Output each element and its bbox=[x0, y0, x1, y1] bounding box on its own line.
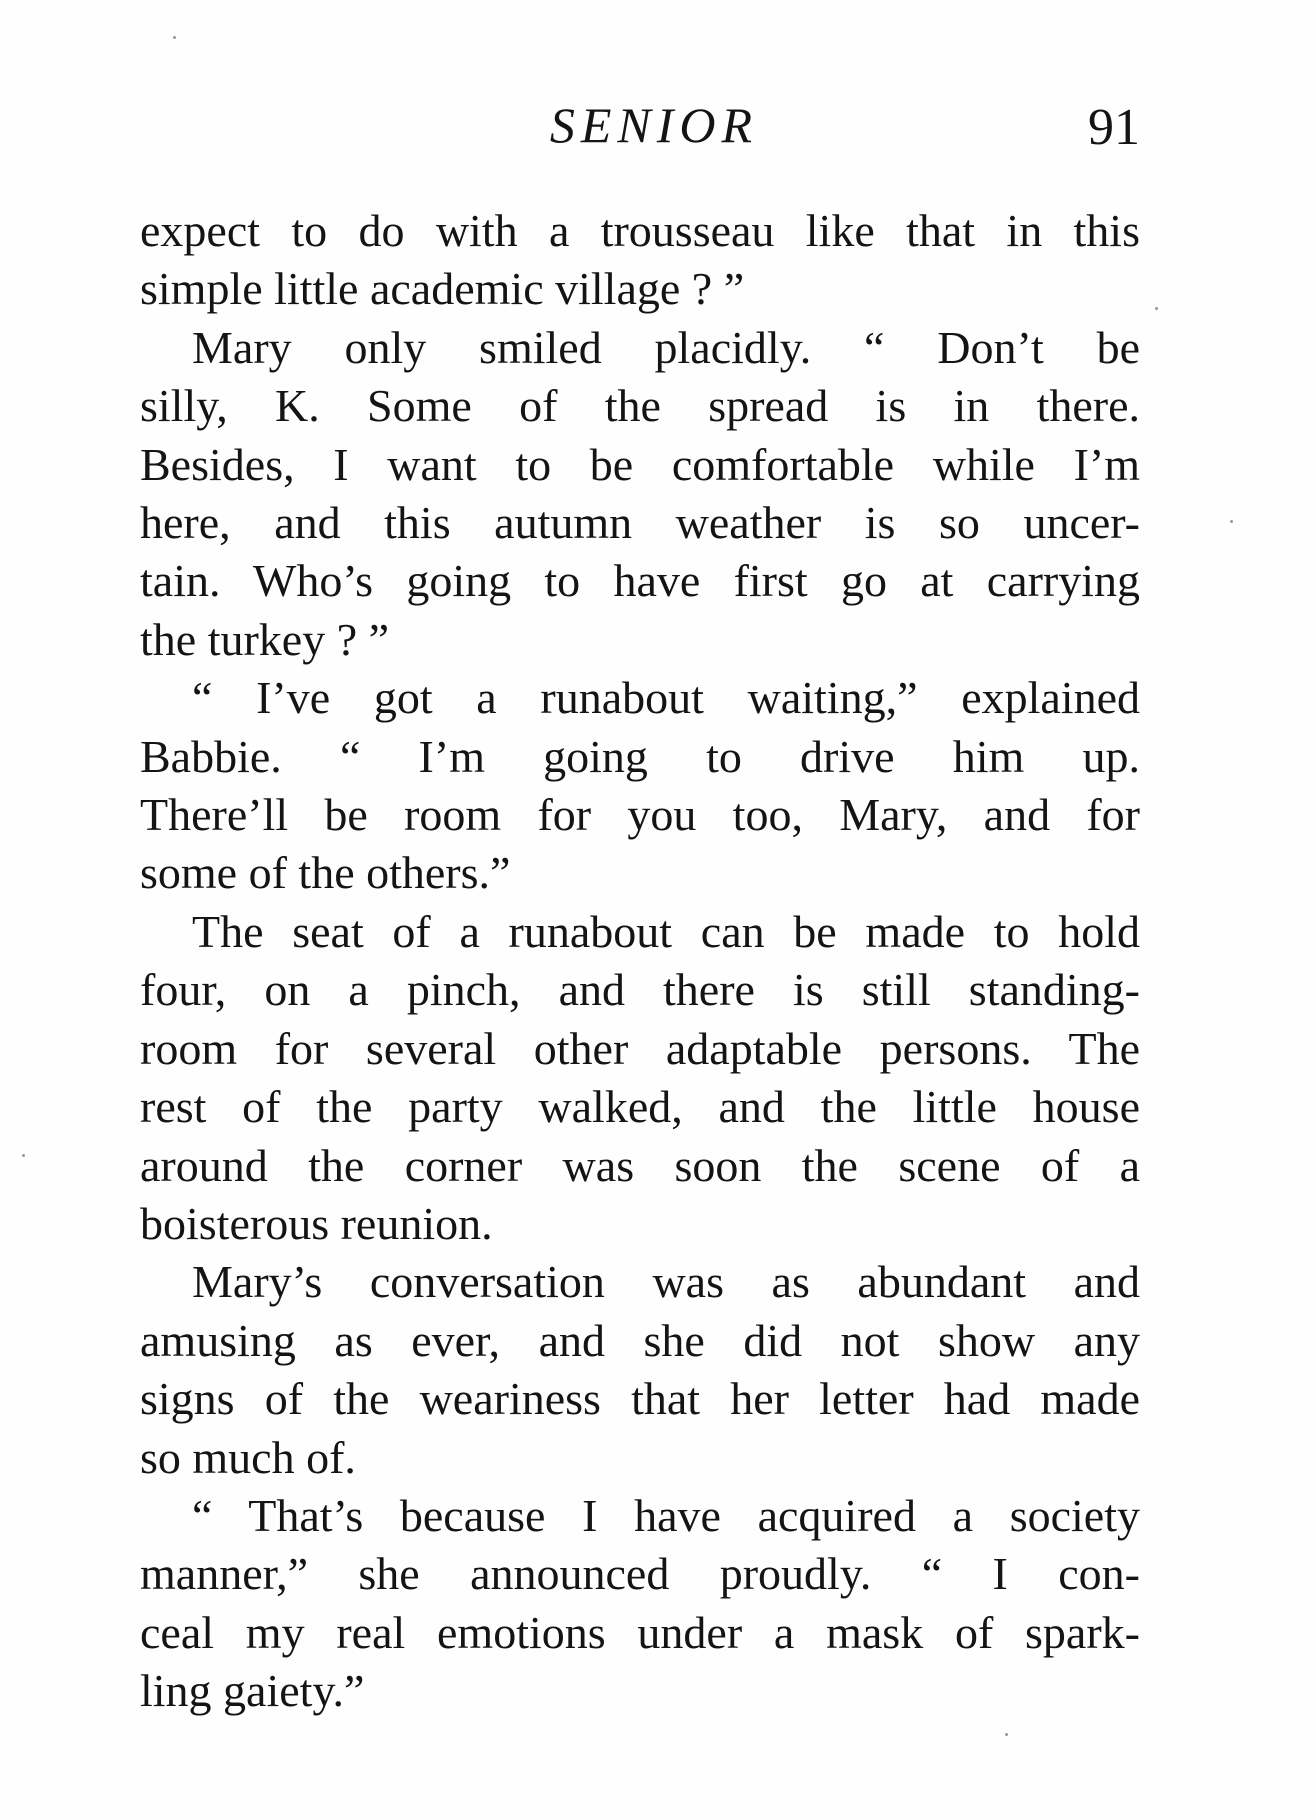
text-line: There’ll be room for you too, Mary, and for bbox=[140, 789, 1140, 841]
text-line: Babbie. “ I’m going to drive him up. bbox=[140, 730, 1140, 782]
text-line: here, and this autumn weather is so uncer- bbox=[140, 497, 1140, 549]
running-head bbox=[140, 96, 1140, 166]
text-line: silly, K. Some of the spread is in there. bbox=[140, 380, 1140, 432]
paragraph-4 bbox=[140, 903, 1140, 1253]
text-line: Mary’s conversation was as abundant and bbox=[192, 1256, 1140, 1308]
paragraph-5 bbox=[140, 1253, 1140, 1487]
text-line: ling gaiety.” bbox=[140, 1665, 365, 1717]
paragraph-3 bbox=[140, 669, 1140, 903]
paragraph-6 bbox=[140, 1487, 1140, 1721]
text-line: four, on a pinch, and there is still standing- bbox=[140, 964, 1140, 1016]
paper-speck bbox=[1230, 520, 1233, 523]
body-text bbox=[140, 202, 1140, 1721]
text-line: so much of. bbox=[140, 1431, 356, 1483]
text-line: The seat of a runabout can be made to hold bbox=[192, 905, 1140, 957]
text-line: room for several other adaptable persons. The bbox=[140, 1022, 1140, 1074]
text-line: Mary only smiled placidly. “ Don’t be bbox=[192, 321, 1140, 373]
paper-speck bbox=[1155, 307, 1158, 310]
text-line: around the corner was soon the scene of a bbox=[140, 1139, 1140, 1191]
paper-speck bbox=[22, 1154, 25, 1157]
text-line: “ That’s because I have acquired a society bbox=[192, 1489, 1140, 1541]
text-line: Besides, I want to be comfortable while I’m bbox=[140, 438, 1140, 490]
paragraph-1 bbox=[140, 202, 1140, 319]
text-line: manner,” she announced proudly. “ I con- bbox=[140, 1548, 1140, 1600]
paper-speck bbox=[173, 36, 176, 39]
paragraph-2 bbox=[140, 319, 1140, 669]
page-number: 91 bbox=[1088, 99, 1140, 156]
text-line: “ I’ve got a runabout waiting,” explained bbox=[192, 672, 1140, 724]
text-line: ceal my real emotions under a mask of spark- bbox=[140, 1606, 1140, 1658]
paper-speck bbox=[1005, 1733, 1008, 1736]
text-line: expect to do with a trousseau like that in this bbox=[140, 205, 1140, 256]
text-line: the turkey ? ” bbox=[140, 613, 390, 665]
text-line: some of the others.” bbox=[140, 847, 511, 899]
text-line: amusing as ever, and she did not show any bbox=[140, 1314, 1140, 1366]
text-line: rest of the party walked, and the little house bbox=[140, 1081, 1140, 1133]
text-line: simple little academic village ? ” bbox=[140, 263, 745, 315]
running-title: SENIOR bbox=[549, 97, 759, 153]
text-line: tain. Who’s going to have first go at carrying bbox=[140, 555, 1140, 607]
text-line: signs of the weariness that her letter had made bbox=[140, 1373, 1140, 1425]
text-line: boisterous reunion. bbox=[140, 1197, 493, 1249]
